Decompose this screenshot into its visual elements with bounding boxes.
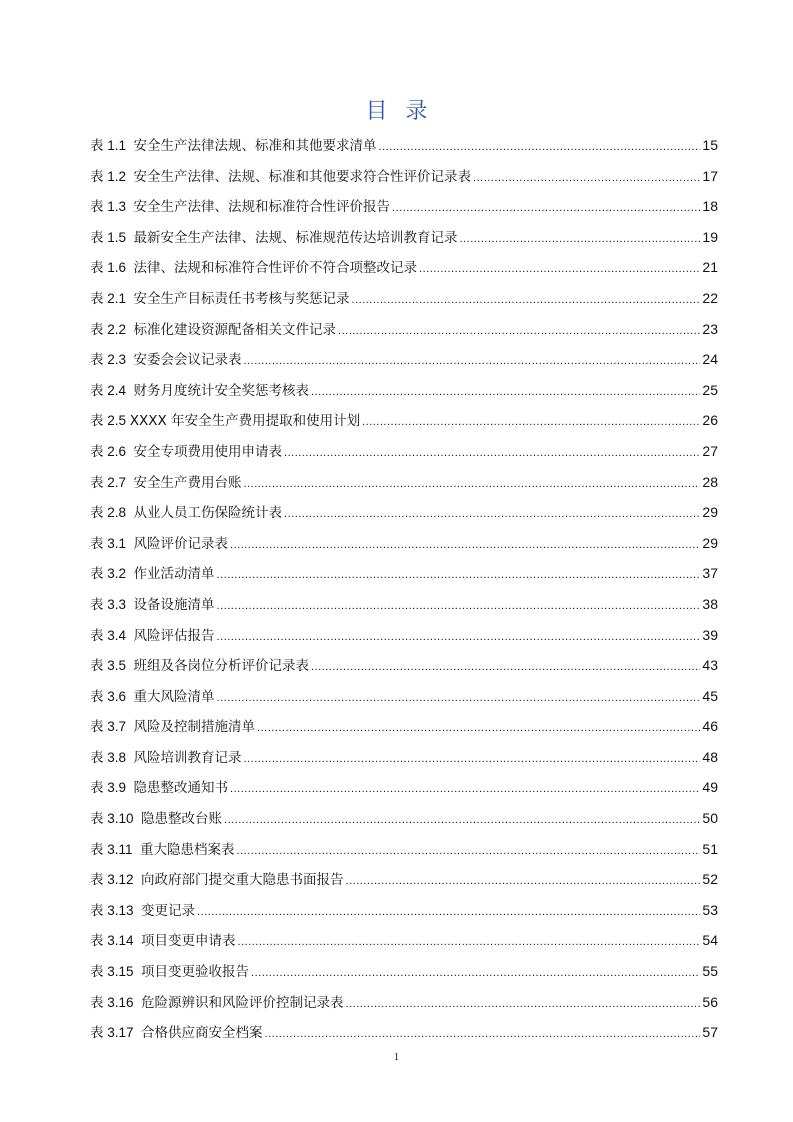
toc-entry[interactable]: [90, 991, 718, 1022]
toc-entry-number: 表 3.14: [90, 933, 142, 949]
toc-entry[interactable]: [90, 134, 718, 165]
toc-entry[interactable]: [90, 929, 718, 960]
toc-entry-page: 15: [702, 137, 718, 153]
toc-entry-label: 安全生产法律法规、标准和其他要求清单: [133, 138, 377, 154]
leader-dots: [311, 381, 700, 403]
toc-entry-page: 27: [702, 442, 718, 459]
leader-dots: [197, 901, 700, 923]
toc-entry-page: 55: [702, 963, 718, 980]
toc-entry-page: 22: [702, 289, 718, 306]
leader-dots: [460, 228, 701, 250]
toc-entry-number: 表 3.11: [90, 841, 141, 857]
toc-entry-label: 项目变更验收报告: [141, 964, 250, 981]
leader-dots: [217, 687, 701, 709]
toc-entry-page: 25: [702, 381, 718, 398]
toc-entry-number: 表 2.1: [90, 290, 134, 306]
toc-entry-number: 表 2.6: [90, 443, 134, 459]
toc-entry[interactable]: [90, 838, 718, 869]
page-number: 1: [394, 1052, 399, 1063]
toc-entry[interactable]: [90, 165, 718, 196]
toc-entry-page: 48: [702, 748, 718, 765]
toc-entry-number: 表 3.1: [90, 535, 134, 551]
toc-entry-number: 表 3.3: [90, 596, 134, 612]
toc-entry-label: 安全生产法律、法规、标准和其他要求符合性评价记录表: [133, 168, 472, 185]
toc-entry[interactable]: [90, 256, 718, 287]
toc-entry-page: 38: [702, 595, 718, 612]
table-of-contents: [90, 134, 718, 1052]
leader-dots: [217, 626, 701, 648]
leader-dots: [379, 136, 701, 158]
toc-entry-label: 合格供应商安全档案: [141, 1025, 263, 1042]
toc-entry-label: 班组及各岗位分析评价记录表: [133, 658, 310, 675]
leader-dots: [338, 320, 700, 342]
toc-entry-page: 51: [702, 840, 718, 857]
toc-entry-label: 向政府部门提交重大隐患书面报告: [141, 872, 344, 889]
toc-entry-number: 表 2.2: [90, 321, 134, 337]
toc-entry-page: 19: [702, 228, 718, 245]
toc-entry-label: 隐患整改通知书: [133, 780, 229, 797]
toc-entry-number: 表 3.8: [90, 749, 134, 765]
toc-entry-number: 表 3.12: [90, 872, 142, 888]
toc-entry-label: 安全专项费用使用申请表: [133, 443, 283, 460]
toc-entry-label: 风险及控制措施清单: [133, 719, 256, 736]
leader-dots: [224, 809, 700, 831]
toc-entry-label: 作业活动清单: [133, 566, 215, 583]
leader-dots: [251, 962, 700, 984]
toc-entry-label: 重大隐患档案表: [140, 841, 235, 858]
leader-dots: [244, 473, 701, 495]
toc-entry-number: 表 1.3: [90, 199, 134, 215]
toc-entry-number: 表 3.17: [90, 1025, 142, 1041]
toc-entry-label: 法律、法规和标准符合性评价不符合项整改记录: [133, 260, 418, 277]
toc-entry-number: 表 2.8: [90, 505, 134, 521]
toc-entry-number: 表 3.5: [90, 658, 134, 674]
toc-entry[interactable]: [90, 471, 718, 502]
toc-entry-page: 28: [702, 473, 718, 490]
toc-entry-number: 表 3.4: [90, 627, 134, 643]
toc-entry-page: 26: [702, 412, 718, 429]
toc-entry-number: 表 3.13: [90, 902, 142, 918]
toc-entry-number: 表 3.15: [90, 964, 142, 980]
toc-entry-number: 表 3.9: [90, 780, 134, 796]
toc-entry-label: 安全生产目标责任书考核与奖惩记录: [133, 290, 350, 307]
toc-entry[interactable]: [90, 532, 718, 563]
toc-entry-page: 56: [702, 993, 718, 1010]
toc-entry-page: 46: [702, 718, 718, 735]
toc-entry-page: 54: [702, 932, 718, 949]
toc-entry-label: 风险评估报告: [133, 627, 215, 644]
toc-entry-number: 表 1.5: [90, 229, 134, 245]
toc-entry-page: 29: [702, 504, 718, 521]
leader-dots: [257, 717, 700, 739]
toc-entry-number: 表 3.2: [90, 566, 134, 582]
toc-entry-number: 表 2.4: [90, 382, 134, 398]
toc-entry[interactable]: [90, 287, 718, 318]
toc-entry[interactable]: [90, 654, 718, 685]
toc-entry[interactable]: [90, 899, 718, 930]
toc-entry[interactable]: [90, 1021, 718, 1052]
toc-entry[interactable]: [90, 593, 718, 624]
toc-entry[interactable]: [90, 409, 718, 440]
toc-entry[interactable]: [90, 624, 718, 655]
toc-entry-page: 53: [702, 901, 718, 918]
toc-entry-page: 45: [702, 687, 718, 704]
toc-entry-label: 项目变更申请表: [141, 933, 236, 950]
toc-entry-label: 风险培训教育记录: [133, 749, 242, 766]
leader-dots: [346, 993, 701, 1015]
leader-dots: [284, 442, 700, 464]
leader-dots: [346, 870, 701, 892]
toc-entry[interactable]: [90, 379, 718, 410]
toc-entry-page: 39: [702, 626, 718, 643]
toc-entry[interactable]: [90, 807, 718, 838]
toc-entry[interactable]: [90, 960, 718, 991]
toc-entry-label: 风险评价记录表: [133, 535, 229, 552]
leader-dots: [352, 289, 701, 311]
leader-dots: [392, 197, 700, 219]
toc-entry-page: 18: [702, 198, 718, 215]
toc-entry-label: 设备设施清单: [133, 596, 215, 613]
toc-entry-number: 表 1.2: [90, 168, 134, 184]
toc-entry[interactable]: [90, 501, 718, 532]
toc-entry-label: 标准化建设资源配备相关文件记录: [133, 321, 337, 338]
leader-dots: [238, 931, 701, 953]
toc-entry[interactable]: [90, 562, 718, 593]
toc-entry-label: 财务月度统计安全奖惩考核表: [133, 382, 310, 399]
toc-entry-page: 57: [702, 1024, 718, 1041]
leader-dots: [244, 350, 701, 372]
toc-entry[interactable]: [90, 868, 718, 899]
toc-entry-label: 安全生产费用台账: [133, 474, 242, 491]
leader-dots: [265, 1023, 701, 1045]
leader-dots: [473, 167, 700, 189]
toc-entry[interactable]: [90, 746, 718, 777]
toc-entry-page: 50: [702, 810, 718, 827]
toc-entry-label: 危险源辨识和风险评价控制记录表: [141, 994, 344, 1011]
toc-entry-number: 表 2.7: [90, 474, 134, 490]
toc-entry[interactable]: [90, 715, 718, 746]
toc-entry[interactable]: [90, 440, 718, 471]
toc-entry-label: 变更记录: [141, 902, 196, 919]
toc-title: 目录: [365, 99, 446, 124]
toc-entry-page: 37: [702, 565, 718, 582]
toc-entry-label: 重大风险清单: [133, 688, 215, 705]
toc-entry-page: 21: [702, 259, 718, 276]
toc-entry-page: 43: [702, 657, 718, 674]
leader-dots: [217, 595, 701, 617]
leader-dots: [230, 534, 700, 556]
leader-dots: [244, 748, 701, 770]
leader-dots: [362, 411, 700, 433]
toc-entry-label: 安全生产法律、法规和标准符合性评价报告: [133, 199, 391, 216]
toc-entry-page: 24: [702, 351, 718, 368]
toc-entry-number: 表 3.10: [90, 811, 142, 827]
toc-entry[interactable]: [90, 318, 718, 349]
toc-entry[interactable]: [90, 226, 718, 257]
leader-dots: [230, 778, 700, 800]
toc-entry-label: 安委会会议记录表: [133, 352, 242, 369]
toc-entry-number: 表 3.16: [90, 994, 142, 1010]
toc-entry-label: 隐患整改台账: [141, 811, 223, 828]
toc-entry-label: 从业人员工伤保险统计表: [133, 505, 283, 522]
toc-entry-number: 表 2.5: [90, 413, 130, 429]
toc-entry-number: 表 3.6: [90, 688, 134, 704]
leader-dots: [284, 503, 700, 525]
leader-dots: [419, 258, 700, 280]
toc-entry[interactable]: [90, 685, 718, 716]
toc-entry-number: 表 3.7: [90, 719, 134, 735]
toc-entry-number: 表 1.1: [90, 138, 134, 153]
toc-entry-label: XXXX 年安全生产费用提取和使用计划: [129, 413, 361, 430]
toc-entry-page: 49: [702, 779, 718, 796]
toc-entry[interactable]: [90, 195, 718, 226]
toc-entry[interactable]: [90, 348, 718, 379]
toc-entry-page: 52: [702, 871, 718, 888]
toc-entry-page: 23: [702, 320, 718, 337]
leader-dots: [217, 564, 701, 586]
toc-entry-number: 表 1.6: [90, 260, 134, 276]
toc-entry-page: 17: [702, 167, 718, 184]
toc-entry-page: 29: [702, 534, 718, 551]
toc-entry-label: 最新安全生产法律、法规、标准规范传达培训教育记录: [133, 229, 458, 246]
toc-entry-number: 表 2.3: [90, 352, 134, 368]
leader-dots: [311, 656, 700, 678]
toc-entry[interactable]: [90, 776, 718, 807]
leader-dots: [237, 840, 701, 862]
